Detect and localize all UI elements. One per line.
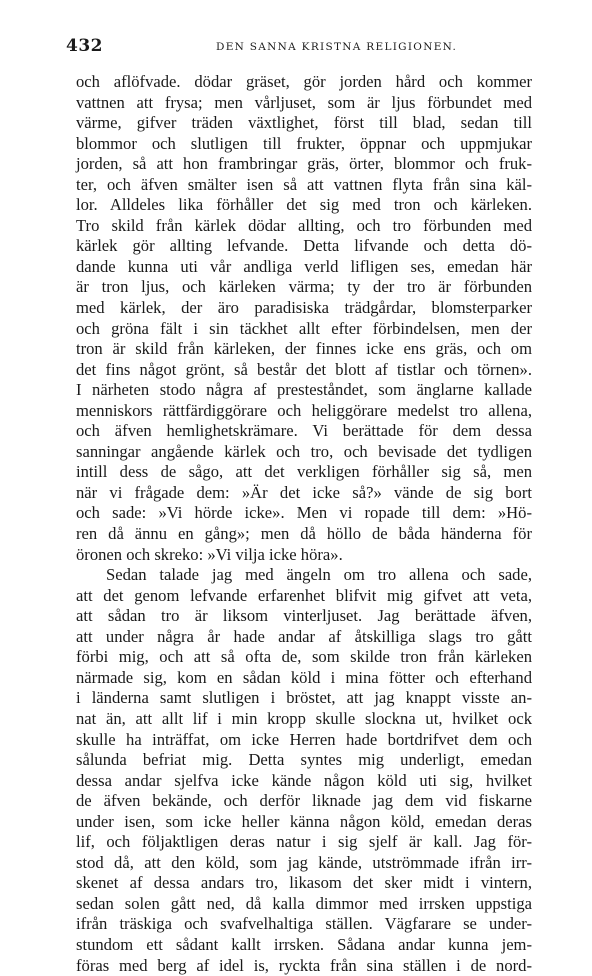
text-line: dande kunna uti vår andliga verld lifligen ses, emedan här [76,256,532,276]
text-line: och sade: »Vi hörde icke». Men vi ropade till dem: »Hö- [76,503,532,523]
text-line: de äfven bekände, och derför liknade jag dem vid fiskarne [76,791,532,811]
page-header [0,36,592,60]
text-line: stod då, att den köld, som jag kände, utströmmade ifrån irr- [76,852,532,872]
text-line: jorden, så att hon frambringar gräs, örter, blommor och fruk- [76,154,532,174]
text-line: att sådan tro är liksom vinterljuset. Jag berättade äfven, [76,606,532,626]
text-line: med kärlek, der äro paradisiska trädgårdar, blomsterparker [76,298,532,318]
text-line: närmade sig, kom en sådan köld i mina fötter och efterhand [76,667,532,687]
text-line: sedan solen gått ned, då kalla dimmor med irrsken uppstiga [76,893,532,913]
body-text [76,72,532,976]
text-line: dessa andar sjelfva icke kände någon köld uti sig, hvilket [76,770,532,790]
text-line: skulle ha inträffat, om icke Herren hade bortdrifvet dem och [76,729,532,749]
text-line: under isen, som icke heller känna någon köld, emedan deras [76,811,532,831]
text-line: i länderna samt slutligen i bröstet, att jag knappt visste an- [76,688,532,708]
text-line: intill dess de sågo, att det verkligen förhåller sig så, men [76,462,532,482]
text-line: stundom ett sådant kallt irrsken. Sådana andar kunna jem- [76,934,532,954]
text-line: och aflöfvade. dödar gräset, gör jorden hård och kommer [76,72,532,91]
text-line: att under några år hade andar af åtskilliga slags tro gått [76,626,532,646]
text-line: när vi frågade dem: »Är det icke så?» vände de sig bort [76,482,532,502]
text-line: öronen och skreko: »Vi vilja icke höra». [76,544,343,564]
text-line: ifrån träskiga och svafvelhaltiga ställen. Vägfarare se under- [76,914,532,934]
text-line: Tro skild från kärlek dödar allting, och tro förbunden med [76,215,532,235]
text-line: lor. Alldeles lika förhåller det sig med tron och kärleken. [76,195,532,215]
text-line: menniskors rättfärdiggörare och heliggörare medelst tro allena, [76,400,532,420]
text-line: kärlek gör allting lefvande. Detta lifvande och detta dö- [76,236,532,256]
running-title: DEN SANNA KRISTNA RELIGIONEN. [216,41,458,53]
text-line: värme, gifver träden växtlighet, först till blad, sedan till [76,113,532,133]
text-line: nat än, att allt lif i min kropp skulle slockna ut, hvilket ock [76,708,532,728]
text-line: och gröna fält i sin täckhet allt efter förbindelsen, men der [76,318,532,338]
text-line: blommor och slutligen till frukter, öppnar och uppmjukar [76,133,532,153]
text-line: tron är skild från kärleken, der finnes icke ens gräs, och om [76,339,532,359]
text-line: skenet af dessa andars tro, likasom det sker midt i vintern, [76,873,532,893]
text-line: det fins något grönt, så består det blott af tistlar och törnen». [76,359,532,379]
text-line: ren då ännu en gång»; men då höllo de båda händerna för [76,524,532,544]
text-line: och äfven hemlighetskrämare. Vi berättade för dem dessa [76,421,532,441]
text-line: föras med berg af idel is, ryckta från sina ställen i de nord- [76,955,532,975]
text-line: sålunda befriat mig. Detta syntes mig underligt, emedan [76,750,532,770]
text-line: vattnen att frysa; men vårljuset, som är ljus förbundet med [76,92,532,112]
text-line: ter, och äfven smälter isen så att vattnen flyta från sina käl- [76,174,532,194]
text-line: I närheten stodo några af presteståndet, som änglarne kallade [76,380,532,400]
text-line: att det genom lefvande erfarenhet blifvit mig gifvet att veta, [76,585,532,605]
text-line: förbi mig, och att så ofta de, som skilde tron från kärleken [76,647,532,667]
text-line: lif, och följaktligen deras natur i sig sjelf är kall. Jag för- [76,832,532,852]
text-line: Sedan talade jag med ängeln om tro allena och sade, [106,565,532,585]
text-line: sanningar angående kärlek och tro, och bevisade det tydligen [76,441,532,461]
page-number: 432 [66,36,103,56]
text-line: är tron ljus, och kärleken värma; ty der tro är förbunden [76,277,532,297]
